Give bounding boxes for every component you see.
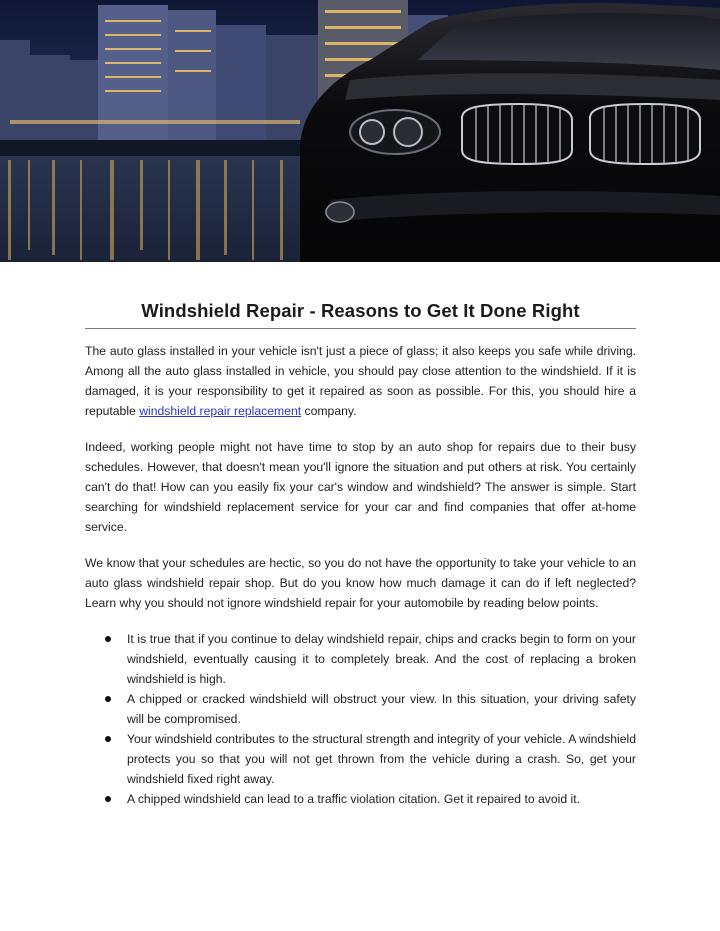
article: [85, 300, 636, 809]
paragraph-intro-end: company.: [301, 404, 357, 418]
car-city-night-illustration: [0, 0, 720, 262]
article-title: Windshield Repair - Reasons to Get It Done Right: [85, 300, 636, 329]
list-item-text: A chipped windshield can lead to a traffic violation citation. Get it repaired to avoid it.: [127, 792, 581, 806]
paragraph-busy-schedules: Indeed, working people might not have time to stop by an auto shop for repairs due to their busy schedules. However, that doesn't mean you'll ignore the situation and put others at risk. You certainly can't do that! How can you easily fix your car's window and windshield? The answer is simple. Start searching for windshield replacement service for your car and find companies that offer at-home service.: [85, 440, 636, 534]
list-item-text: Your windshield contributes to the structural strength and integrity of your vehicle. A windshield protects you so that you will not get thrown from the vehicle during a crash. So, get your windshield fixed right away.: [127, 732, 636, 786]
bullet-icon: [105, 736, 111, 742]
paragraph-intro-text: The auto glass installed in your vehicle isn't just a piece of glass; it also keeps you safe while driving. Among all the auto glass installed in vehicle, you should pay close attention to the windshield. If it is damaged, it is your responsibility to get it repaired as soon as possible. For this, you should hire a reputable: [85, 344, 636, 418]
hero-image: [0, 0, 720, 262]
bullet-icon: [105, 796, 111, 802]
paragraph-intro: [85, 341, 636, 421]
windshield-repair-replacement-link[interactable]: windshield repair replacement: [139, 404, 302, 418]
list-item: [85, 629, 636, 689]
list-item: [85, 689, 636, 729]
bullet-icon: [105, 636, 111, 642]
bullet-icon: [105, 696, 111, 702]
paragraph-hectic-schedules: We know that your schedules are hectic, so you do not have the opportunity to take your vehicle to an auto glass windshield repair shop. But do you know how much damage it can do if left neglected? Learn why you should not ignore windshield repair for your automobile by reading below points.: [85, 556, 636, 610]
list-item: [85, 729, 636, 789]
list-item-text: It is true that if you continue to delay windshield repair, chips and cracks begin to form on your windshield, eventually causing it to completely break. And the cost of replacing a broken windshield is high.: [127, 632, 636, 686]
list-item: [85, 789, 636, 809]
reasons-list: [85, 629, 636, 809]
list-item-text: A chipped or cracked windshield will obstruct your view. In this situation, your driving safety will be compromised.: [127, 692, 636, 726]
